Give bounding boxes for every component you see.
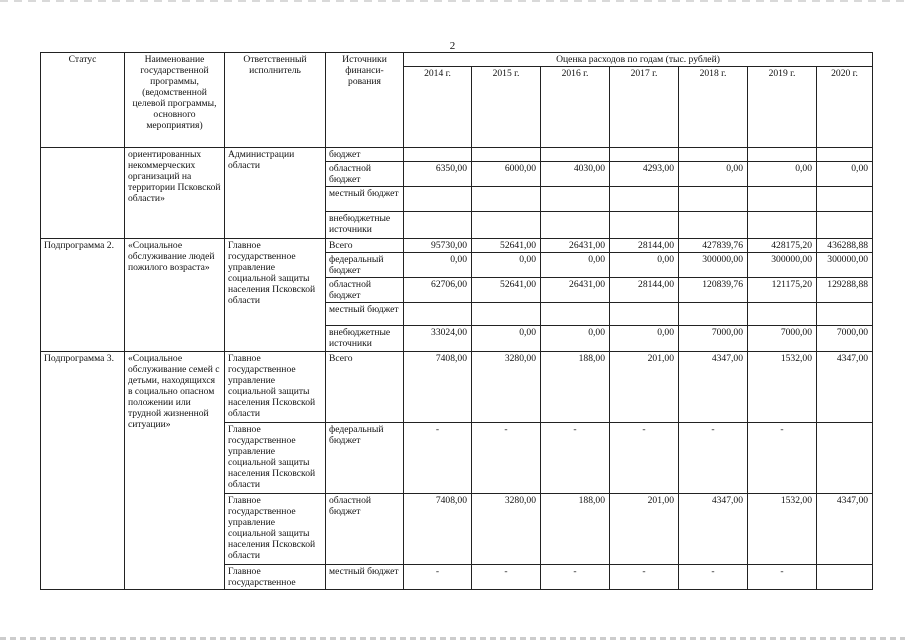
value-cell: 0,00 bbox=[472, 326, 541, 352]
program-name-cell: ориентированных некоммерческих организаций на территории Псковской области» bbox=[125, 148, 225, 239]
header-executor: Ответственный исполнитель bbox=[225, 53, 326, 148]
value-cell bbox=[404, 148, 472, 162]
value-cell: 7000,00 bbox=[679, 326, 748, 352]
value-cell: 6350,00 bbox=[404, 162, 472, 187]
value-cell: 7408,00 bbox=[404, 494, 472, 565]
value-cell: 0,00 bbox=[817, 162, 873, 187]
value-cell: 62706,00 bbox=[404, 278, 472, 303]
source-cell: областной бюджет bbox=[326, 278, 404, 303]
value-cell bbox=[817, 565, 873, 590]
value-cell: 26431,00 bbox=[541, 278, 610, 303]
value-cell: 436288,88 bbox=[817, 239, 873, 253]
value-cell bbox=[679, 187, 748, 212]
value-cell: - bbox=[472, 423, 541, 494]
source-cell: внебюджетные источники bbox=[326, 212, 404, 239]
value-cell bbox=[817, 148, 873, 162]
value-cell bbox=[472, 148, 541, 162]
year-header: 2016 г. bbox=[541, 67, 610, 148]
value-cell bbox=[679, 148, 748, 162]
value-cell: - bbox=[541, 423, 610, 494]
source-cell: федеральный бюджет bbox=[326, 253, 404, 278]
value-cell: 300000,00 bbox=[748, 253, 817, 278]
value-cell: 4030,00 bbox=[541, 162, 610, 187]
value-cell bbox=[541, 212, 610, 239]
value-cell bbox=[472, 187, 541, 212]
value-cell: 0,00 bbox=[679, 162, 748, 187]
value-cell: 0,00 bbox=[610, 326, 679, 352]
source-cell: областной бюджет bbox=[326, 494, 404, 565]
value-cell: 0,00 bbox=[541, 326, 610, 352]
value-cell: 0,00 bbox=[748, 162, 817, 187]
value-cell: 300000,00 bbox=[817, 253, 873, 278]
value-cell: 0,00 bbox=[404, 253, 472, 278]
value-cell: 120839,76 bbox=[679, 278, 748, 303]
year-header: 2017 г. bbox=[610, 67, 679, 148]
source-cell: бюджет bbox=[326, 148, 404, 162]
value-cell: - bbox=[679, 423, 748, 494]
value-cell: 188,00 bbox=[541, 352, 610, 423]
value-cell: 28144,00 bbox=[610, 239, 679, 253]
source-cell: федеральный бюджет bbox=[326, 423, 404, 494]
value-cell bbox=[541, 303, 610, 326]
value-cell: - bbox=[472, 565, 541, 590]
value-cell bbox=[748, 212, 817, 239]
executor-cell: Главное государственное управление социальной защиты населения Псковской области bbox=[225, 494, 326, 565]
value-cell: 26431,00 bbox=[541, 239, 610, 253]
value-cell: 300000,00 bbox=[679, 253, 748, 278]
value-cell: 7000,00 bbox=[817, 326, 873, 352]
value-cell: 6000,00 bbox=[472, 162, 541, 187]
year-header: 2014 г. bbox=[404, 67, 472, 148]
value-cell bbox=[610, 187, 679, 212]
source-cell: местный бюджет bbox=[326, 303, 404, 326]
scan-artifact-top bbox=[0, 0, 905, 2]
header-status: Статус bbox=[41, 53, 125, 148]
value-cell bbox=[610, 303, 679, 326]
table-row bbox=[41, 239, 873, 253]
value-cell: - bbox=[404, 565, 472, 590]
value-cell: 188,00 bbox=[541, 494, 610, 565]
year-header: 2015 г. bbox=[472, 67, 541, 148]
value-cell: 0,00 bbox=[610, 253, 679, 278]
header-program-name: Наименование государственной программы, (ведомственной целевой программы, основного мероприятия) bbox=[125, 53, 225, 148]
value-cell: 201,00 bbox=[610, 352, 679, 423]
value-cell: 28144,00 bbox=[610, 278, 679, 303]
value-cell bbox=[679, 212, 748, 239]
executor-cell: Администрации области bbox=[225, 148, 326, 239]
program-name-cell: «Социальное обслуживание людей пожилого возраста» bbox=[125, 239, 225, 352]
source-cell: областной бюджет bbox=[326, 162, 404, 187]
header-row bbox=[41, 53, 873, 67]
value-cell: 7000,00 bbox=[748, 326, 817, 352]
value-cell: - bbox=[610, 565, 679, 590]
status-cell: Подпрограмма 3. bbox=[41, 352, 125, 590]
value-cell: 52641,00 bbox=[472, 278, 541, 303]
value-cell bbox=[748, 148, 817, 162]
value-cell: 95730,00 bbox=[404, 239, 472, 253]
header-sources: Источники финанси- рования bbox=[326, 53, 404, 148]
value-cell: 3280,00 bbox=[472, 352, 541, 423]
value-cell: 4347,00 bbox=[817, 494, 873, 565]
table-row bbox=[41, 352, 873, 423]
value-cell bbox=[748, 303, 817, 326]
program-name-cell: «Социальное обслуживание семей с детьми, находящихся в социально опасном положении или трудной жизненной ситуации» bbox=[125, 352, 225, 590]
value-cell bbox=[541, 187, 610, 212]
executor-cell: Главное государственное bbox=[225, 565, 326, 590]
source-cell: Всего bbox=[326, 352, 404, 423]
value-cell bbox=[610, 148, 679, 162]
value-cell bbox=[817, 423, 873, 494]
executor-cell: Главное государственное управление социальной защиты населения Псковской области bbox=[225, 352, 326, 423]
value-cell: 3280,00 bbox=[472, 494, 541, 565]
year-header: 2019 г. bbox=[748, 67, 817, 148]
value-cell: 7408,00 bbox=[404, 352, 472, 423]
value-cell: - bbox=[679, 565, 748, 590]
source-cell: местный бюджет bbox=[326, 565, 404, 590]
value-cell: - bbox=[541, 565, 610, 590]
value-cell bbox=[472, 212, 541, 239]
value-cell: 4347,00 bbox=[679, 352, 748, 423]
year-header: 2020 г. bbox=[817, 67, 873, 148]
value-cell: 4347,00 bbox=[679, 494, 748, 565]
year-header: 2018 г. bbox=[679, 67, 748, 148]
value-cell: 129288,88 bbox=[817, 278, 873, 303]
value-cell: 121175,20 bbox=[748, 278, 817, 303]
value-cell: 0,00 bbox=[541, 253, 610, 278]
value-cell bbox=[404, 212, 472, 239]
expenses-table bbox=[40, 52, 873, 590]
page-number: 2 bbox=[449, 40, 456, 52]
value-cell: 0,00 bbox=[472, 253, 541, 278]
value-cell bbox=[541, 148, 610, 162]
value-cell: - bbox=[748, 423, 817, 494]
value-cell: 1532,00 bbox=[748, 352, 817, 423]
value-cell: 428175,20 bbox=[748, 239, 817, 253]
value-cell bbox=[679, 303, 748, 326]
value-cell: 33024,00 bbox=[404, 326, 472, 352]
source-cell: внебюджетные источники bbox=[326, 326, 404, 352]
value-cell: - bbox=[748, 565, 817, 590]
value-cell bbox=[404, 187, 472, 212]
value-cell: 1532,00 bbox=[748, 494, 817, 565]
value-cell bbox=[817, 187, 873, 212]
status-cell: Подпрограмма 2. bbox=[41, 239, 125, 352]
table-row bbox=[41, 148, 873, 162]
value-cell: 201,00 bbox=[610, 494, 679, 565]
source-cell: Всего bbox=[326, 239, 404, 253]
executor-cell: Главное государственное управление социальной защиты населения Псковской области bbox=[225, 239, 326, 352]
value-cell bbox=[817, 303, 873, 326]
value-cell bbox=[817, 212, 873, 239]
value-cell bbox=[404, 303, 472, 326]
value-cell: 4293,00 bbox=[610, 162, 679, 187]
header-estimate: Оценка расходов по годам (тыс. рублей) bbox=[404, 53, 873, 67]
value-cell bbox=[748, 187, 817, 212]
executor-cell: Главное государственное управление социальной защиты населения Псковской области bbox=[225, 423, 326, 494]
value-cell: 427839,76 bbox=[679, 239, 748, 253]
source-cell: местный бюджет bbox=[326, 187, 404, 212]
value-cell: - bbox=[404, 423, 472, 494]
value-cell: - bbox=[610, 423, 679, 494]
value-cell: 4347,00 bbox=[817, 352, 873, 423]
value-cell bbox=[472, 303, 541, 326]
value-cell: 52641,00 bbox=[472, 239, 541, 253]
value-cell bbox=[610, 212, 679, 239]
status-cell bbox=[41, 148, 125, 239]
